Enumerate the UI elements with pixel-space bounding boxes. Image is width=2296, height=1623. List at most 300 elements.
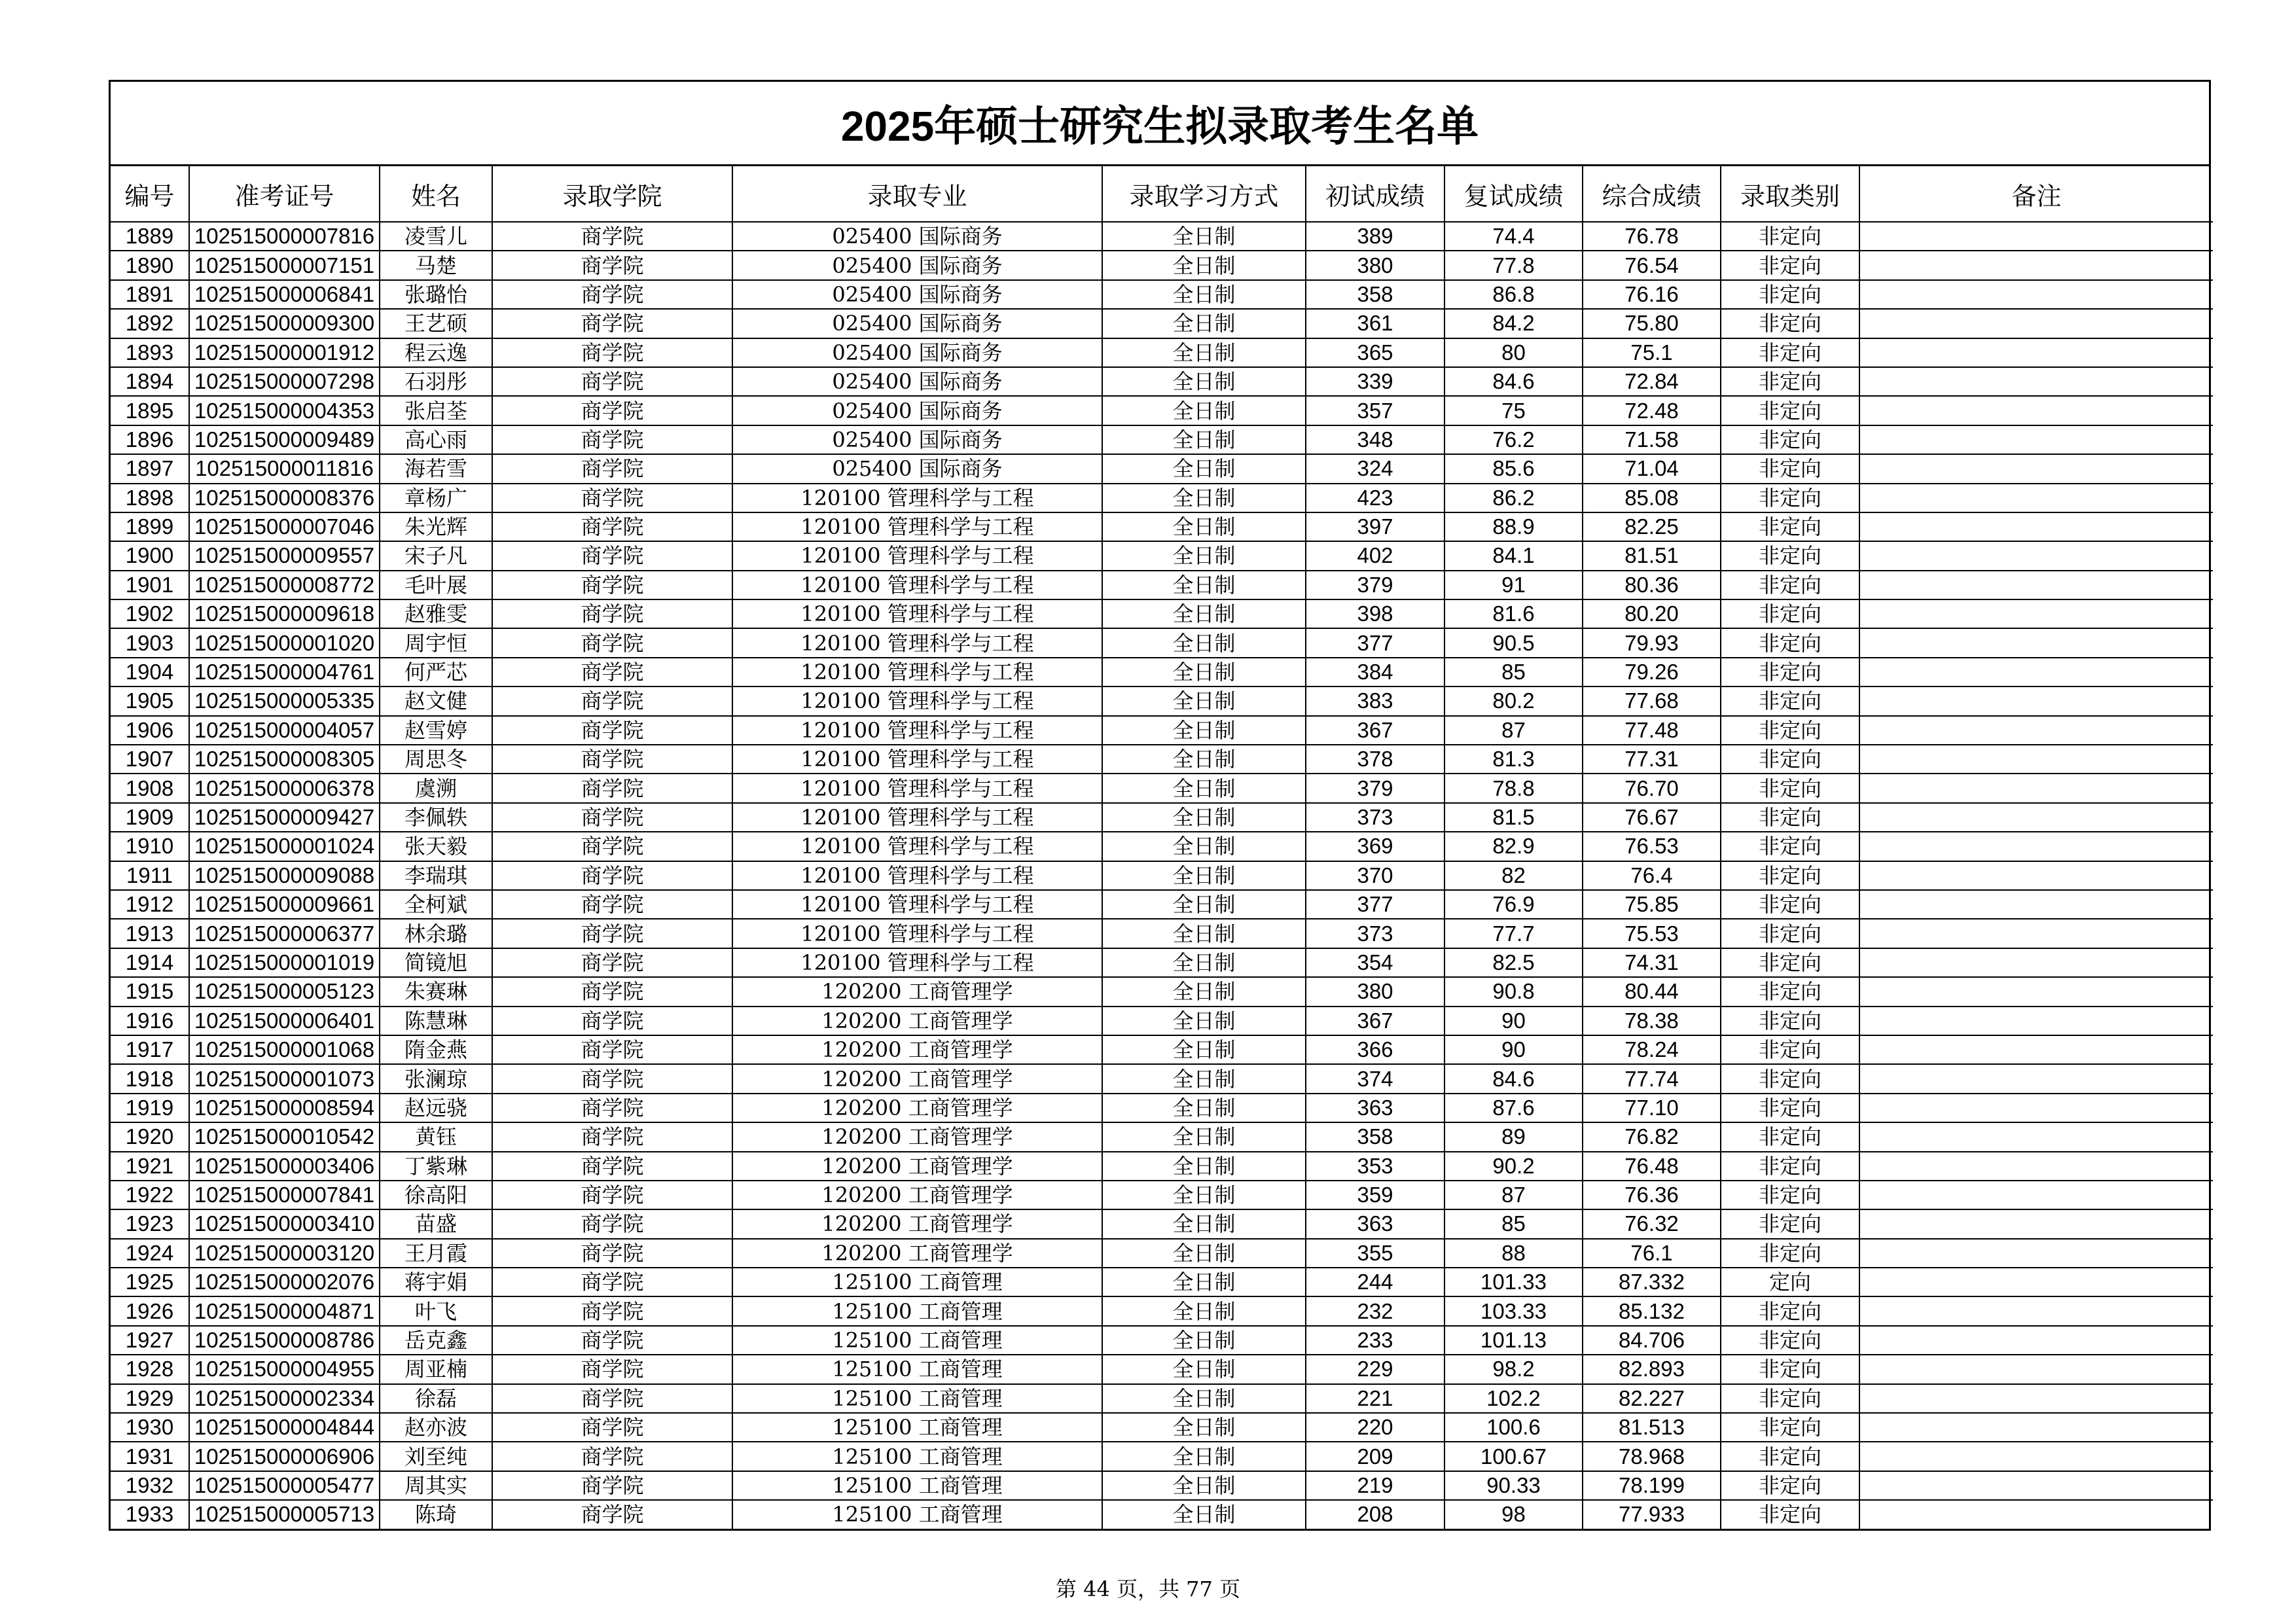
table-row <box>111 1296 2213 1325</box>
cell-study-mode: 全日制 <box>1102 571 1306 599</box>
cell-major: 025400 国际商务 <box>732 425 1102 454</box>
cell-total-score: 85.08 <box>1583 484 1721 512</box>
cell-admission-type: 非定向 <box>1721 512 1859 541</box>
table-row <box>111 919 2213 948</box>
table-row <box>111 1384 2213 1413</box>
cell-id: 1923 <box>111 1209 189 1238</box>
cell-exam-number: 102515000007816 <box>189 222 380 251</box>
cell-initial-score: 358 <box>1306 1122 1444 1151</box>
cell-college: 商学院 <box>492 280 732 309</box>
cell-study-mode: 全日制 <box>1102 309 1306 338</box>
cell-exam-number: 102515000006841 <box>189 280 380 309</box>
table-row <box>111 512 2213 541</box>
cell-total-score: 81.51 <box>1583 541 1721 570</box>
cell-total-score: 79.93 <box>1583 628 1721 657</box>
cell-major: 120200 工商管理学 <box>732 1239 1102 1268</box>
cell-initial-score: 423 <box>1306 484 1444 512</box>
cell-id: 1890 <box>111 251 189 279</box>
cell-remarks <box>1859 1094 2213 1122</box>
cell-total-score: 79.26 <box>1583 658 1721 687</box>
cell-retest-score: 86.2 <box>1444 484 1583 512</box>
cell-college: 商学院 <box>492 484 732 512</box>
cell-admission-type: 非定向 <box>1721 658 1859 687</box>
admission-list-sheet <box>109 80 2211 1531</box>
cell-study-mode: 全日制 <box>1102 1471 1306 1500</box>
cell-name: 赵文健 <box>380 687 492 715</box>
cell-admission-type: 非定向 <box>1721 1384 1859 1413</box>
cell-remarks <box>1859 687 2213 715</box>
cell-initial-score: 377 <box>1306 890 1444 919</box>
cell-admission-type: 非定向 <box>1721 1181 1859 1209</box>
cell-initial-score: 402 <box>1306 541 1444 570</box>
cell-major: 120100 管理科学与工程 <box>732 716 1102 745</box>
cell-college: 商学院 <box>492 425 732 454</box>
cell-total-score: 76.82 <box>1583 1122 1721 1151</box>
cell-name: 徐磊 <box>380 1384 492 1413</box>
cell-exam-number: 102515000009427 <box>189 803 380 832</box>
cell-major: 120100 管理科学与工程 <box>732 512 1102 541</box>
cell-retest-score: 81.3 <box>1444 745 1583 774</box>
cell-remarks <box>1859 745 2213 774</box>
cell-admission-type: 非定向 <box>1721 1413 1859 1442</box>
table-row <box>111 628 2213 657</box>
cell-exam-number: 102515000004057 <box>189 716 380 745</box>
cell-name: 张璐怡 <box>380 280 492 309</box>
table-row <box>111 1064 2213 1093</box>
cell-remarks <box>1859 367 2213 396</box>
cell-remarks <box>1859 1152 2213 1181</box>
cell-name: 周其实 <box>380 1471 492 1500</box>
cell-admission-type: 非定向 <box>1721 367 1859 396</box>
cell-name: 赵雅雯 <box>380 599 492 628</box>
cell-major: 120200 工商管理学 <box>732 1209 1102 1238</box>
cell-study-mode: 全日制 <box>1102 1152 1306 1181</box>
cell-total-score: 77.933 <box>1583 1500 1721 1528</box>
table-row <box>111 251 2213 279</box>
cell-college: 商学院 <box>492 919 732 948</box>
cell-id: 1919 <box>111 1094 189 1122</box>
table-row <box>111 1355 2213 1383</box>
cell-exam-number: 102515000001912 <box>189 338 380 367</box>
cell-name: 程云逸 <box>380 338 492 367</box>
table-row <box>111 454 2213 483</box>
cell-exam-number: 102515000009661 <box>189 890 380 919</box>
cell-retest-score: 103.33 <box>1444 1296 1583 1325</box>
cell-college: 商学院 <box>492 628 732 657</box>
table-row <box>111 396 2213 425</box>
cell-exam-number: 102515000006401 <box>189 1007 380 1035</box>
cell-total-score: 76.70 <box>1583 774 1721 802</box>
cell-total-score: 76.4 <box>1583 861 1721 890</box>
cell-exam-number: 102515000001024 <box>189 832 380 861</box>
table-row <box>111 803 2213 832</box>
cell-initial-score: 208 <box>1306 1500 1444 1528</box>
cell-college: 商学院 <box>492 716 732 745</box>
cell-initial-score: 377 <box>1306 628 1444 657</box>
cell-study-mode: 全日制 <box>1102 1326 1306 1355</box>
cell-major: 125100 工商管理 <box>732 1442 1102 1471</box>
cell-retest-score: 90.8 <box>1444 977 1583 1006</box>
cell-id: 1930 <box>111 1413 189 1442</box>
cell-study-mode: 全日制 <box>1102 977 1306 1006</box>
cell-college: 商学院 <box>492 251 732 279</box>
cell-major: 120100 管理科学与工程 <box>732 571 1102 599</box>
cell-initial-score: 359 <box>1306 1181 1444 1209</box>
cell-name: 宋子凡 <box>380 541 492 570</box>
cell-name: 何严芯 <box>380 658 492 687</box>
cell-admission-type: 非定向 <box>1721 977 1859 1006</box>
cell-major: 120100 管理科学与工程 <box>732 745 1102 774</box>
cell-college: 商学院 <box>492 222 732 251</box>
cell-remarks <box>1859 541 2213 570</box>
cell-total-score: 77.48 <box>1583 716 1721 745</box>
table-row <box>111 1007 2213 1035</box>
cell-initial-score: 233 <box>1306 1326 1444 1355</box>
cell-retest-score: 90 <box>1444 1035 1583 1064</box>
cell-initial-score: 367 <box>1306 1007 1444 1035</box>
cell-college: 商学院 <box>492 1094 732 1122</box>
cell-exam-number: 102515000009489 <box>189 425 380 454</box>
cell-exam-number: 102515000003410 <box>189 1209 380 1238</box>
cell-initial-score: 389 <box>1306 222 1444 251</box>
cell-remarks <box>1859 1296 2213 1325</box>
cell-major: 025400 国际商务 <box>732 367 1102 396</box>
cell-major: 120200 工商管理学 <box>732 1181 1102 1209</box>
cell-remarks <box>1859 1384 2213 1413</box>
cell-id: 1921 <box>111 1152 189 1181</box>
cell-name: 周宇恒 <box>380 628 492 657</box>
cell-exam-number: 102515000008786 <box>189 1326 380 1355</box>
cell-total-score: 76.36 <box>1583 1181 1721 1209</box>
table-row <box>111 658 2213 687</box>
cell-initial-score: 358 <box>1306 280 1444 309</box>
cell-remarks <box>1859 396 2213 425</box>
cell-retest-score: 98.2 <box>1444 1355 1583 1383</box>
cell-id: 1898 <box>111 484 189 512</box>
cell-major: 120100 管理科学与工程 <box>732 628 1102 657</box>
cell-id: 1912 <box>111 890 189 919</box>
cell-id: 1914 <box>111 948 189 977</box>
cell-initial-score: 373 <box>1306 919 1444 948</box>
cell-retest-score: 77.7 <box>1444 919 1583 948</box>
cell-exam-number: 102515000009557 <box>189 541 380 570</box>
cell-study-mode: 全日制 <box>1102 454 1306 483</box>
cell-id: 1917 <box>111 1035 189 1064</box>
cell-major: 025400 国际商务 <box>732 280 1102 309</box>
cell-major: 120200 工商管理学 <box>732 1152 1102 1181</box>
cell-name: 黄钰 <box>380 1122 492 1151</box>
table-row <box>111 1181 2213 1209</box>
cell-exam-number: 102515000004761 <box>189 658 380 687</box>
cell-initial-score: 384 <box>1306 658 1444 687</box>
column-header-total-score: 综合成绩 <box>1583 166 1721 222</box>
cell-major: 125100 工商管理 <box>732 1413 1102 1442</box>
cell-initial-score: 353 <box>1306 1152 1444 1181</box>
table-row <box>111 338 2213 367</box>
cell-study-mode: 全日制 <box>1102 716 1306 745</box>
cell-exam-number: 102515000001068 <box>189 1035 380 1064</box>
cell-remarks <box>1859 1326 2213 1355</box>
cell-retest-score: 82 <box>1444 861 1583 890</box>
page-footer: 第 44 页，共 77 页 <box>1055 1577 1241 1601</box>
cell-id: 1925 <box>111 1268 189 1296</box>
cell-name: 陈琦 <box>380 1500 492 1528</box>
cell-admission-type: 非定向 <box>1721 1094 1859 1122</box>
cell-college: 商学院 <box>492 338 732 367</box>
cell-study-mode: 全日制 <box>1102 367 1306 396</box>
cell-college: 商学院 <box>492 803 732 832</box>
header-row <box>111 166 2213 222</box>
cell-initial-score: 397 <box>1306 512 1444 541</box>
cell-exam-number: 102515000001073 <box>189 1064 380 1093</box>
column-header-study-mode: 录取学习方式 <box>1102 166 1306 222</box>
cell-admission-type: 非定向 <box>1721 1442 1859 1471</box>
column-header-major: 录取专业 <box>732 166 1102 222</box>
cell-college: 商学院 <box>492 745 732 774</box>
cell-initial-score: 220 <box>1306 1413 1444 1442</box>
cell-exam-number: 102515000003406 <box>189 1152 380 1181</box>
cell-id: 1891 <box>111 280 189 309</box>
cell-major: 125100 工商管理 <box>732 1500 1102 1528</box>
cell-initial-score: 363 <box>1306 1209 1444 1238</box>
cell-major: 125100 工商管理 <box>732 1268 1102 1296</box>
cell-study-mode: 全日制 <box>1102 1384 1306 1413</box>
cell-study-mode: 全日制 <box>1102 803 1306 832</box>
cell-total-score: 82.893 <box>1583 1355 1721 1383</box>
cell-total-score: 72.48 <box>1583 396 1721 425</box>
table-row <box>111 367 2213 396</box>
cell-admission-type: 非定向 <box>1721 890 1859 919</box>
cell-name: 周亚楠 <box>380 1355 492 1383</box>
cell-retest-score: 100.67 <box>1444 1442 1583 1471</box>
cell-college: 商学院 <box>492 1442 732 1471</box>
cell-college: 商学院 <box>492 599 732 628</box>
table-row <box>111 1094 2213 1122</box>
cell-study-mode: 全日制 <box>1102 251 1306 279</box>
cell-college: 商学院 <box>492 454 732 483</box>
cell-admission-type: 非定向 <box>1721 425 1859 454</box>
cell-admission-type: 非定向 <box>1721 396 1859 425</box>
cell-admission-type: 非定向 <box>1721 599 1859 628</box>
cell-initial-score: 354 <box>1306 948 1444 977</box>
cell-college: 商学院 <box>492 512 732 541</box>
cell-admission-type: 非定向 <box>1721 628 1859 657</box>
cell-name: 全柯斌 <box>380 890 492 919</box>
cell-admission-type: 非定向 <box>1721 1355 1859 1383</box>
cell-name: 赵雪婷 <box>380 716 492 745</box>
cell-initial-score: 380 <box>1306 251 1444 279</box>
cell-total-score: 80.20 <box>1583 599 1721 628</box>
cell-total-score: 85.132 <box>1583 1296 1721 1325</box>
cell-exam-number: 102515000006378 <box>189 774 380 802</box>
cell-admission-type: 非定向 <box>1721 338 1859 367</box>
cell-total-score: 78.199 <box>1583 1471 1721 1500</box>
cell-admission-type: 非定向 <box>1721 484 1859 512</box>
cell-study-mode: 全日制 <box>1102 628 1306 657</box>
table-row <box>111 745 2213 774</box>
cell-admission-type: 非定向 <box>1721 309 1859 338</box>
cell-id: 1894 <box>111 367 189 396</box>
cell-remarks <box>1859 832 2213 861</box>
cell-college: 商学院 <box>492 1239 732 1268</box>
cell-exam-number: 102515000006906 <box>189 1442 380 1471</box>
cell-study-mode: 全日制 <box>1102 1209 1306 1238</box>
cell-initial-score: 244 <box>1306 1268 1444 1296</box>
cell-major: 025400 国际商务 <box>732 309 1102 338</box>
cell-study-mode: 全日制 <box>1102 396 1306 425</box>
cell-name: 徐高阳 <box>380 1181 492 1209</box>
cell-study-mode: 全日制 <box>1102 1007 1306 1035</box>
cell-college: 商学院 <box>492 832 732 861</box>
cell-name: 王艺硕 <box>380 309 492 338</box>
cell-initial-score: 383 <box>1306 687 1444 715</box>
cell-major: 025400 国际商务 <box>732 454 1102 483</box>
cell-college: 商学院 <box>492 658 732 687</box>
table-row <box>111 571 2213 599</box>
cell-exam-number: 102515000005477 <box>189 1471 380 1500</box>
cell-retest-score: 81.6 <box>1444 599 1583 628</box>
cell-admission-type: 非定向 <box>1721 1152 1859 1181</box>
cell-exam-number: 102515000004955 <box>189 1355 380 1383</box>
admission-table <box>111 166 2213 1529</box>
cell-retest-score: 84.6 <box>1444 1064 1583 1093</box>
cell-name: 朱光辉 <box>380 512 492 541</box>
cell-exam-number: 102515000011816 <box>189 454 380 483</box>
cell-study-mode: 全日制 <box>1102 774 1306 802</box>
cell-retest-score: 78.8 <box>1444 774 1583 802</box>
document-title: 2025年硕士研究生拟录取考生名单 <box>111 82 2209 166</box>
cell-retest-score: 74.4 <box>1444 222 1583 251</box>
cell-id: 1902 <box>111 599 189 628</box>
cell-admission-type: 非定向 <box>1721 541 1859 570</box>
table-row <box>111 484 2213 512</box>
cell-remarks <box>1859 1442 2213 1471</box>
cell-retest-score: 80 <box>1444 338 1583 367</box>
cell-initial-score: 348 <box>1306 425 1444 454</box>
cell-exam-number: 102515000007841 <box>189 1181 380 1209</box>
cell-initial-score: 373 <box>1306 803 1444 832</box>
cell-total-score: 76.78 <box>1583 222 1721 251</box>
cell-id: 1928 <box>111 1355 189 1383</box>
column-header-remarks: 备注 <box>1859 166 2213 222</box>
cell-exam-number: 102515000008772 <box>189 571 380 599</box>
cell-remarks <box>1859 1239 2213 1268</box>
cell-study-mode: 全日制 <box>1102 658 1306 687</box>
cell-remarks <box>1859 1413 2213 1442</box>
cell-college: 商学院 <box>492 1296 732 1325</box>
cell-total-score: 78.968 <box>1583 1442 1721 1471</box>
cell-remarks <box>1859 1064 2213 1093</box>
cell-remarks <box>1859 454 2213 483</box>
cell-study-mode: 全日制 <box>1102 745 1306 774</box>
cell-admission-type: 非定向 <box>1721 948 1859 977</box>
cell-admission-type: 非定向 <box>1721 832 1859 861</box>
cell-total-score: 82.227 <box>1583 1384 1721 1413</box>
cell-id: 1901 <box>111 571 189 599</box>
cell-name: 张启荃 <box>380 396 492 425</box>
table-row <box>111 1239 2213 1268</box>
cell-admission-type: 非定向 <box>1721 280 1859 309</box>
table-row <box>111 425 2213 454</box>
cell-college: 商学院 <box>492 309 732 338</box>
cell-retest-score: 90.2 <box>1444 1152 1583 1181</box>
cell-total-score: 75.1 <box>1583 338 1721 367</box>
cell-study-mode: 全日制 <box>1102 1500 1306 1528</box>
cell-exam-number: 102515000007046 <box>189 512 380 541</box>
cell-id: 1926 <box>111 1296 189 1325</box>
cell-retest-score: 101.13 <box>1444 1326 1583 1355</box>
cell-initial-score: 369 <box>1306 832 1444 861</box>
cell-remarks <box>1859 1007 2213 1035</box>
cell-admission-type: 非定向 <box>1721 774 1859 802</box>
cell-remarks <box>1859 774 2213 802</box>
column-header-admission-type: 录取类别 <box>1721 166 1859 222</box>
cell-remarks <box>1859 425 2213 454</box>
cell-college: 商学院 <box>492 1181 732 1209</box>
cell-exam-number: 102515000005335 <box>189 687 380 715</box>
cell-remarks <box>1859 1500 2213 1528</box>
cell-total-score: 76.54 <box>1583 251 1721 279</box>
cell-college: 商学院 <box>492 1152 732 1181</box>
cell-retest-score: 85.6 <box>1444 454 1583 483</box>
cell-retest-score: 85 <box>1444 658 1583 687</box>
cell-exam-number: 102515000005123 <box>189 977 380 1006</box>
cell-retest-score: 77.8 <box>1444 251 1583 279</box>
cell-study-mode: 全日制 <box>1102 512 1306 541</box>
cell-retest-score: 90.5 <box>1444 628 1583 657</box>
cell-id: 1924 <box>111 1239 189 1268</box>
cell-major: 025400 国际商务 <box>732 396 1102 425</box>
cell-initial-score: 361 <box>1306 309 1444 338</box>
cell-study-mode: 全日制 <box>1102 541 1306 570</box>
cell-retest-score: 88.9 <box>1444 512 1583 541</box>
cell-study-mode: 全日制 <box>1102 1442 1306 1471</box>
cell-remarks <box>1859 716 2213 745</box>
cell-college: 商学院 <box>492 1471 732 1500</box>
cell-total-score: 77.10 <box>1583 1094 1721 1122</box>
cell-admission-type: 非定向 <box>1721 1064 1859 1093</box>
cell-college: 商学院 <box>492 396 732 425</box>
cell-total-score: 71.04 <box>1583 454 1721 483</box>
table-row <box>111 977 2213 1006</box>
cell-admission-type: 定向 <box>1721 1268 1859 1296</box>
cell-study-mode: 全日制 <box>1102 687 1306 715</box>
cell-retest-score: 90.33 <box>1444 1471 1583 1500</box>
table-row <box>111 1122 2213 1151</box>
cell-study-mode: 全日制 <box>1102 599 1306 628</box>
cell-remarks <box>1859 1035 2213 1064</box>
cell-admission-type: 非定向 <box>1721 716 1859 745</box>
cell-id: 1915 <box>111 977 189 1006</box>
cell-retest-score: 87 <box>1444 1181 1583 1209</box>
cell-name: 高心雨 <box>380 425 492 454</box>
cell-id: 1904 <box>111 658 189 687</box>
cell-exam-number: 102515000006377 <box>189 919 380 948</box>
cell-retest-score: 87.6 <box>1444 1094 1583 1122</box>
cell-study-mode: 全日制 <box>1102 338 1306 367</box>
cell-total-score: 75.53 <box>1583 919 1721 948</box>
cell-major: 120100 管理科学与工程 <box>732 541 1102 570</box>
cell-total-score: 87.332 <box>1583 1268 1721 1296</box>
cell-college: 商学院 <box>492 977 732 1006</box>
cell-name: 凌雪儿 <box>380 222 492 251</box>
cell-total-score: 82.25 <box>1583 512 1721 541</box>
cell-exam-number: 102515000010542 <box>189 1122 380 1151</box>
column-header-id: 编号 <box>111 166 189 222</box>
cell-admission-type: 非定向 <box>1721 1239 1859 1268</box>
cell-study-mode: 全日制 <box>1102 919 1306 948</box>
table-row <box>111 687 2213 715</box>
